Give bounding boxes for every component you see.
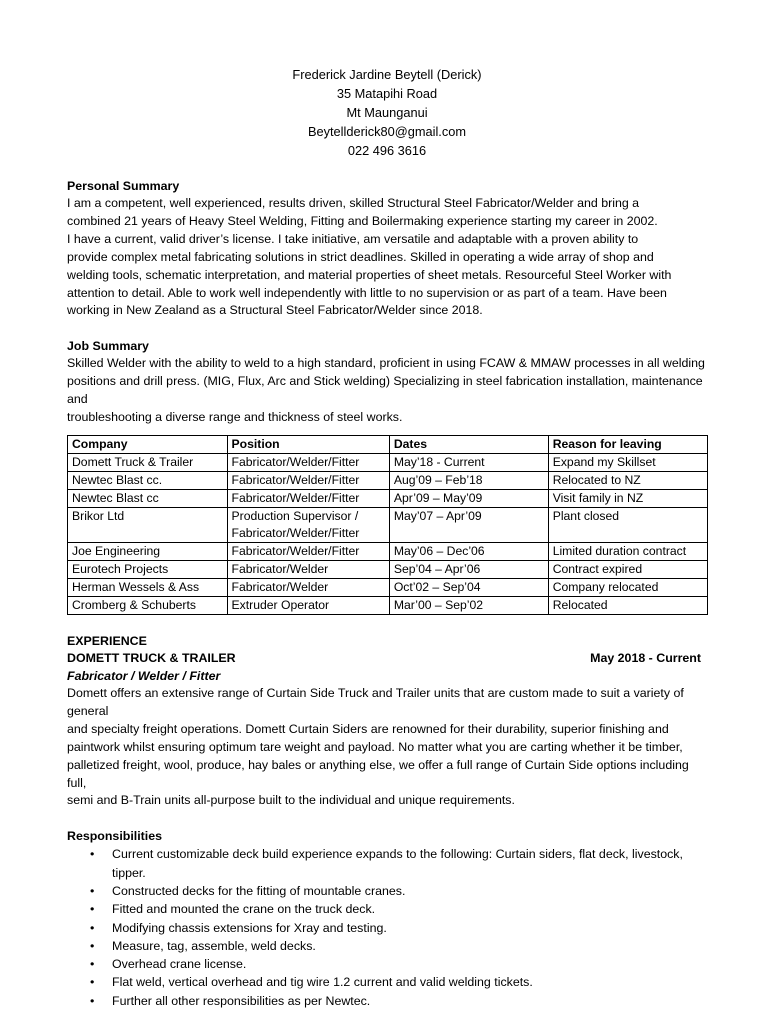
cell-reason: Company relocated	[548, 578, 707, 596]
cell-position-line-1: Production Supervisor /	[231, 508, 359, 523]
cell-position-line-2: Fabricator/Welder/Fitter	[231, 525, 360, 540]
summary-line: I have a current, valid driver’s license. I take initiative, am versatile and adaptable with a proven ability to	[67, 231, 639, 246]
job-summary-line: positions and drill press. (MIG, Flux, Arc and Stick welding) Specializing in steel fabrication installation, maintenance and	[67, 374, 703, 407]
experience-heading: EXPERIENCE	[67, 633, 147, 648]
cell-company: Newtec Blast cc.	[68, 471, 228, 489]
email: Beytellderick80@gmail.com	[307, 124, 467, 139]
responsibilities-list	[67, 845, 707, 1010]
cell-position: Fabricator/Welder/Fitter	[227, 489, 389, 507]
cell-position: Fabricator/Welder	[227, 578, 389, 596]
table-row	[68, 596, 708, 614]
cell-dates: May’18 - Current	[389, 453, 548, 471]
column-header-company: Company	[68, 435, 228, 453]
description-line: paintwork whilst ensuring optimum tare weight and payload. No matter what you are carting whether it be timber,	[67, 739, 683, 754]
cell-dates: Oct’02 – Sep’04	[389, 578, 548, 596]
list-item: • Constructed decks for the fitting of mountable cranes.	[112, 882, 707, 900]
cell-company: Newtec Blast cc	[68, 489, 228, 507]
experience-dates: May 2018 - Current	[590, 650, 701, 665]
cell-position	[227, 507, 389, 542]
cell-reason: Relocated to NZ	[548, 471, 707, 489]
column-header-dates: Dates	[389, 435, 548, 453]
experience-company: DOMETT TRUCK & TRAILER	[67, 650, 236, 665]
experience-company-row	[67, 650, 707, 667]
list-item: • Overhead crane license.	[112, 955, 707, 973]
table-row	[68, 453, 708, 471]
list-item: • Flat weld, vertical overhead and tig wire 1.2 current and valid welding tickets.	[112, 973, 707, 991]
cell-dates: Aug’09 – Feb’18	[389, 471, 548, 489]
table-row	[68, 542, 708, 560]
cell-company: Cromberg & Schuberts	[68, 596, 228, 614]
column-header-reason: Reason for leaving	[548, 435, 707, 453]
list-item: • Current customizable deck build experience expands to the following: Curtain siders, flat deck, livestock, tipper.	[112, 845, 707, 882]
personal-summary-section	[67, 178, 707, 320]
table-row	[68, 471, 708, 489]
cell-reason: Visit family in NZ	[548, 489, 707, 507]
cell-position: Fabricator/Welder/Fitter	[227, 471, 389, 489]
job-summary-section	[67, 338, 707, 427]
cell-company: Joe Engineering	[68, 542, 228, 560]
resume-page	[67, 65, 707, 1010]
cell-reason: Relocated	[548, 596, 707, 614]
cell-reason: Expand my Skillset	[548, 453, 707, 471]
list-item: • Modifying chassis extensions for Xray and testing.	[112, 919, 707, 937]
cell-position: Extruder Operator	[227, 596, 389, 614]
summary-line: provide complex metal fabricating solutions in strict deadlines. Skilled in operating a wide array of shop and	[67, 249, 654, 264]
responsibilities-heading: Responsibilities	[67, 829, 163, 844]
summary-line: attention to detail. Able to work well independently with little to no supervision or as part of a team. Have been	[67, 285, 667, 300]
cell-dates: Sep’04 – Apr’06	[389, 560, 548, 578]
address-line-2: Mt Maunganui	[346, 105, 428, 120]
cell-position: Fabricator/Welder/Fitter	[227, 453, 389, 471]
description-line: semi and B-Train units all-purpose built to the individual and unique requirements.	[67, 793, 515, 808]
cell-position: Fabricator/Welder	[227, 560, 389, 578]
column-header-position: Position	[227, 435, 389, 453]
list-item: • Measure, tag, assemble, weld decks.	[112, 937, 707, 955]
experience-section	[67, 633, 707, 1010]
cell-reason: Contract expired	[548, 560, 707, 578]
phone: 022 496 3616	[347, 143, 427, 158]
address-line-1: 35 Matapihi Road	[336, 86, 438, 101]
summary-line: welding tools, schematic interpretation, and material properties of sheet metals. Resourceful Steel Worker with	[67, 267, 672, 282]
full-name: Frederick Jardine Beytell (Derick)	[292, 67, 482, 82]
experience-role: Fabricator / Welder / Fitter	[67, 668, 221, 683]
personal-summary-heading: Personal Summary	[67, 179, 180, 193]
experience-description	[67, 685, 707, 810]
summary-line: working in New Zealand as a Structural Steel Fabricator/Welder since 2018.	[67, 303, 483, 318]
cell-company: Brikor Ltd	[68, 507, 228, 542]
employment-table	[67, 435, 708, 615]
cell-position: Fabricator/Welder/Fitter	[227, 542, 389, 560]
cell-reason: Limited duration contract	[548, 542, 707, 560]
table-row	[68, 560, 708, 578]
cell-dates: May’06 – Dec’06	[389, 542, 548, 560]
description-line: palletized freight, wool, produce, hay bales or anything else, we offer a full range of Curtain Side options including full,	[67, 757, 689, 790]
description-line: Domett offers an extensive range of Curtain Side Truck and Trailer units that are custom made to suit a variety of general	[67, 685, 684, 718]
job-summary-text	[67, 355, 707, 427]
cell-dates: Apr’09 – May’09	[389, 489, 548, 507]
contact-header	[67, 65, 707, 160]
list-item: • Further all other responsibilities as per Newtec.	[112, 992, 707, 1010]
table-row	[68, 489, 708, 507]
cell-company: Herman Wessels & Ass	[68, 578, 228, 596]
table-header-row	[68, 435, 708, 453]
job-summary-line: Skilled Welder with the ability to weld to a high standard, proficient in using FCAW & MMAW processes in all welding	[67, 356, 705, 371]
list-item: • Fitted and mounted the crane on the truck deck.	[112, 900, 707, 918]
cell-company: Domett Truck & Trailer	[68, 453, 228, 471]
cell-dates: May’07 – Apr’09	[389, 507, 548, 542]
cell-reason: Plant closed	[548, 507, 707, 542]
cell-dates: Mar’00 – Sep’02	[389, 596, 548, 614]
summary-line: combined 21 years of Heavy Steel Welding, Fitting and Boilermaking experience starting my career in 2002.	[67, 213, 658, 228]
personal-summary-text	[67, 195, 707, 320]
summary-line: I am a competent, well experienced, results driven, skilled Structural Steel Fabricator/Welder and bring a	[67, 196, 640, 210]
job-summary-line: troubleshooting a diverse range and thickness of steel works.	[67, 410, 403, 425]
description-line: and specialty freight operations. Domett Curtain Siders are renowned for their durability, superior finishing and	[67, 721, 669, 736]
table-row	[68, 578, 708, 596]
job-summary-heading: Job Summary	[67, 339, 149, 354]
table-row	[68, 507, 708, 542]
cell-company: Eurotech Projects	[68, 560, 228, 578]
